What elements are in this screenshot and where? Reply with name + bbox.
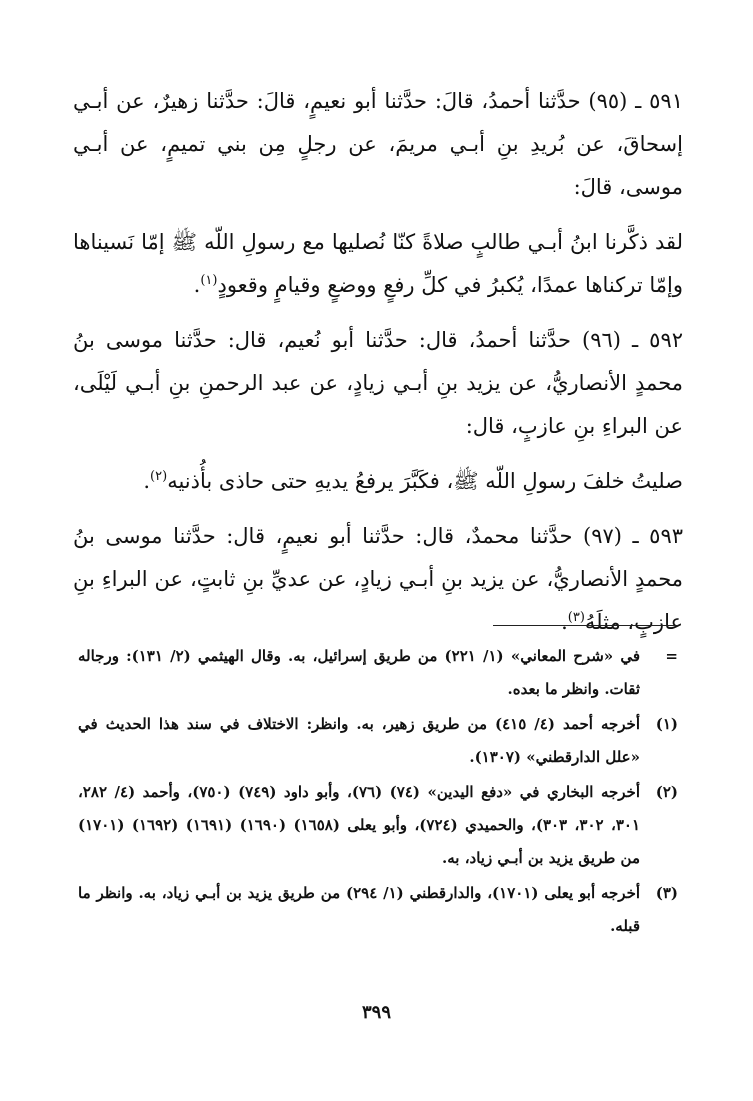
hadith-592-isnad	[73, 319, 683, 448]
period: .	[561, 610, 568, 634]
footnote-text: أخرجه أحمد (٤/ ٤١٥) من طريق زهير، به. وانظر: الاختلاف في سند هذا الحديث في «علل الدارقطني» (١٣٠٧).	[78, 715, 640, 766]
footnote-2	[78, 776, 678, 875]
footnote-ref-2: (٢)	[150, 469, 168, 484]
hadith-591-isnad	[73, 80, 683, 209]
footnotes	[78, 640, 678, 945]
footnote-continued	[78, 640, 678, 706]
main-text	[73, 80, 683, 656]
hadith-591-isnad-text: ٥٩١ ـ (٩٥) حدَّثنا أحمدُ، قالَ: حدَّثنا أبو نعيمٍ، قالَ: حدَّثنا زهيرٌ، عن أبـي إسحاقَ، عن بُريدِ بنِ أبـي مريمَ، عن رجلٍ مِن بني تميمٍ، عن أبـي موسى، قالَ:	[73, 89, 683, 199]
footnote-ref-1: (١)	[200, 273, 218, 288]
footnote-mark: (٣)	[655, 884, 678, 902]
hadith-592-isnad-text: ٥٩٢ ـ (٩٦) حدَّثنا أحمدُ، قال: حدَّثنا أبو نُعيم، قال: حدَّثنا موسى بنُ محمدٍ الأنصاريُّ، عن يزيد بنِ أبـي زيادٍ، عن عبد الرحمنِ بنِ أبـي لَيْلَى، عن البراءِ بنِ عازبٍ، قال:	[73, 328, 684, 438]
footnote-mark: (٢)	[655, 783, 678, 801]
footnote-mark: =	[665, 647, 678, 665]
footnote-text: أخرجه البخاري في «دفع اليدين» (٧٤) (٧٦)، وأبو داود (٧٤٩) (٧٥٠)، وأحمد (٤/ ٢٨٢، ٣٠١، ٣٠٢، ٣٠٣)، والحميدي (٧٢٤)، وأبو يعلى (١٦٥٨) (١٦٩٠) (١٦٩١) (١٦٩٢) (١٧٠١) من طريق يزيد بن أبـي زياد، به.	[78, 783, 641, 867]
hadith-591-matn-text: لقد ذكَّرنا ابنُ أبـي طالبٍ صلاةً كنّا نُصليها مع رسولِ اللّه ﷺ إمّا نَسيناها وإمّا تركناها عمدًا، يُكبرُ في كلِّ رفعٍ ووضعٍ وقيامٍ وقعودٍ	[73, 230, 683, 297]
footnote-3	[78, 877, 678, 943]
hadith-591-matn	[73, 221, 683, 307]
footnote-text: أخرجه أبو يعلى (١٧٠١)، والدارقطني (١/ ٢٩٤) من طريق يزيد بن أبـي زياد، به. وانظر ما قبله.	[78, 884, 641, 935]
footnote-text: في «شرح المعاني» (١/ ٢٢١) من طريق إسرائيل، به. وقال الهيثمي (٢/ ١٣١): ورجاله ثقات. وانظر ما بعده.	[78, 647, 640, 698]
footnote-1	[78, 708, 678, 774]
period: .	[193, 273, 201, 297]
page-number: ٣٩٩	[361, 1002, 391, 1023]
hadith-593-text: ٥٩٣ ـ (٩٧) حدَّثنا محمدٌ، قال: حدَّثنا أبو نعيمٍ، قال: حدَّثنا موسى بنُ محمدٍ الأنصاريُّ، عن يزيد بنِ أبـي زيادٍ، عن عديِّ بنِ ثابتٍ، عن البراءِ بنِ عازبٍ، مثلَهُ	[73, 524, 684, 634]
footnote-ref-3: (٣)	[567, 610, 585, 625]
period: .	[143, 469, 151, 493]
footnote-divider	[493, 625, 678, 626]
hadith-592-matn	[73, 460, 683, 503]
footnote-mark: (١)	[655, 715, 678, 733]
hadith-592-matn-text: صليتُ خلفَ رسولِ اللّه ﷺ، فكَبَّرَ يرفعُ يديهِ حتى حاذى بأُذنيه	[167, 469, 683, 493]
